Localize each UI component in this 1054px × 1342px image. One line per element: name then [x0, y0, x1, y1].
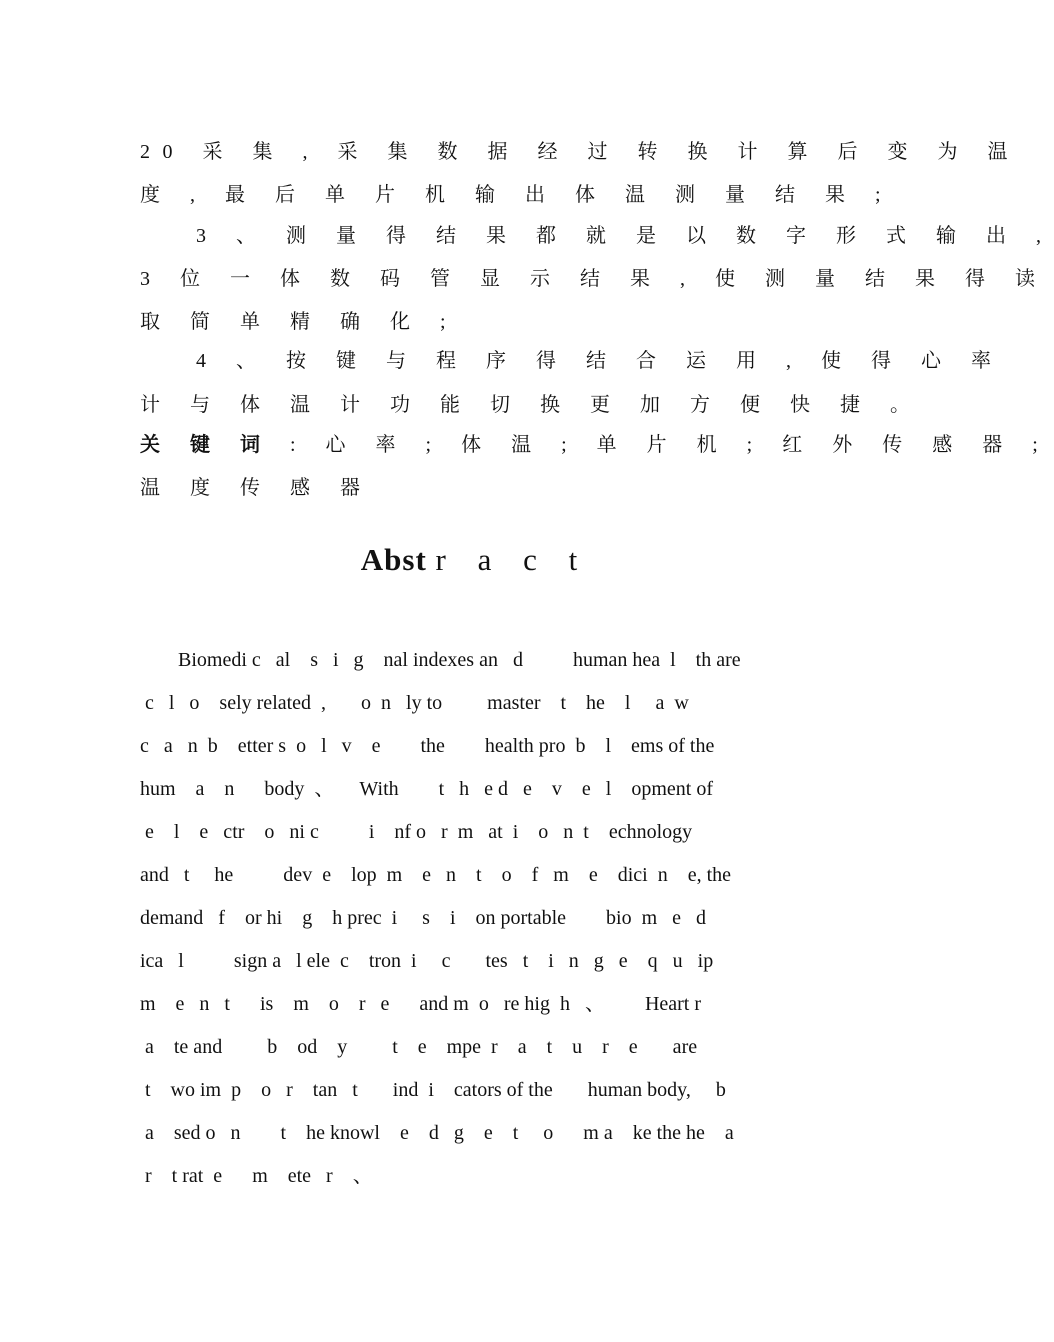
abstract-line-6: and t he dev e lop m e n t o f m e dici n e, the [140, 864, 732, 886]
abstract-line-7: demand f or hi g h prec i s i on portable bio m e d [140, 907, 707, 929]
abstract-line-3: c a n b etter s o l v e the health pro b l ems of the [140, 735, 715, 757]
chinese-line-6: 4 、 按 键 与 程 序 得 结 合 运 用 , 使 得 心 率 [196, 350, 1004, 372]
chinese-line-3: 3 、 测 量 得 结 果 都 就 是 以 数 字 形 式 输 出 , [196, 225, 1054, 247]
keywords-label: 关 键 词 [140, 434, 273, 456]
keywords-text: : 心 率 ; 体 温 ; 单 片 机 ; 红 外 传 感 器 ; [290, 434, 1051, 456]
abstract-title [0, 542, 950, 578]
abstract-line-2: c l o sely related , o n ly to master t he l a w [140, 692, 689, 714]
chinese-line-4: 3 位 一 体 数 码 管 显 示 结 果 , 使 测 量 结 果 得 读 [140, 268, 1048, 290]
chinese-line-5: 取 简 单 精 确 化 ; [140, 311, 459, 333]
abstract-line-1: Biomedi c al s i g nal indexes an d human hea l th are [178, 649, 741, 671]
abstract-title-rest: r a c t [435, 542, 590, 577]
abstract-line-10: a te and b od y t e mpe r a t u r e are [140, 1036, 698, 1058]
abstract-line-4: hum a n body 、 With t h e d e v e l opment of [140, 778, 714, 800]
keywords-line [140, 431, 1051, 459]
chinese-line-1: 20 采 集 , 采 集 数 据 经 过 转 换 计 算 后 变 为 温 [140, 141, 1020, 163]
abstract-line-13: r t rat e m ete r 、 [140, 1165, 373, 1187]
keywords-line-2: 温 度 传 感 器 [140, 477, 373, 499]
abstract-line-8: ica l sign a l ele c tron i c tes t i n g e q u ip [140, 950, 714, 972]
abstract-line-12: a sed o n t he knowl e d g e t o m a ke the he a [140, 1122, 734, 1144]
abstract-line-5: e l e ctr o ni c i nf o r m at i o n t echnology [140, 821, 693, 843]
abstract-line-9: m e n t is m o r e and m o re hig h 、 Heart r [140, 993, 702, 1015]
abstract-title-bold: Abst [360, 542, 427, 577]
chinese-line-2: 度 , 最 后 单 片 机 输 出 体 温 测 量 结 果 ; [140, 184, 894, 206]
chinese-line-7: 计 与 体 温 计 功 能 切 换 更 加 方 便 快 捷 。 [140, 394, 923, 416]
abstract-line-11: t wo im p o r tan t ind i cators of the human body, b [140, 1079, 726, 1101]
